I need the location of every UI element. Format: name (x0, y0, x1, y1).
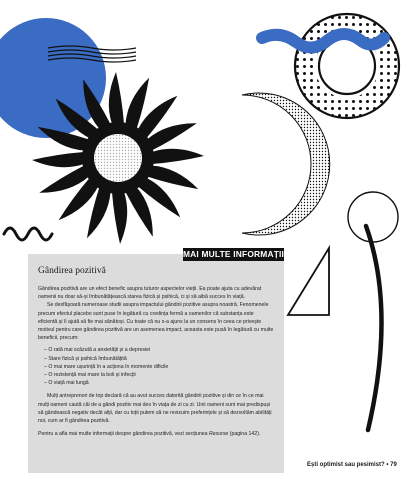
benefits-list (44, 346, 274, 387)
list-item: – O mai mare ușurință în a acționa în momente dificile (44, 363, 274, 371)
list-item: – O viață mai lungă (44, 379, 274, 387)
paragraph-resources (38, 430, 274, 438)
box-title: Gândirea pozitivă (38, 266, 106, 276)
squiggle-shape (4, 228, 52, 240)
list-item: – O rată mai scăzută a anxietății și a depresiei (44, 346, 274, 354)
resources-text-before: Pentru a afla mai multe informații despre gândirea pozitivă, vezi secțiunea (38, 431, 209, 438)
info-tag: MAI MULTE INFORMAȚII (183, 249, 285, 259)
resources-link[interactable]: Resurse (209, 431, 229, 438)
paragraph-intro: Gândirea pozitivă are un efect benefic asupra tuturor aspectelor vieții. Ea poate ajuta cu adevărat oamenii nu doar să-și îmbunătățească starea fizică și psihică, ci și să aibă succes în viață. (38, 286, 262, 301)
paragraph-studies: Se desfășoară numeroase studii asupra impactului gândirii pozitive asupra noastră. Fenomenele precum efectul placebo sunt puse în legătură cu credința fermă a oamenilor că substanța este eficientă și îi ajută să fie mai sănătoși. Cu toate că nu s-a ajuns la un consens în ceea ce privește motivul pentru care gândirea pozitivă are un asemenea impact, aceasta este pusă în legătură cu multe beneficii, precum: (38, 302, 274, 342)
resources-text-after: (pagina 142). (228, 431, 261, 438)
page-footer: Ești optimist sau pesimist? • 79 (307, 462, 397, 468)
triangle-outline-shape (288, 248, 329, 315)
blue-circle-shape (0, 18, 106, 138)
paragraph-entrepreneurs: Mulți antreprenori de top declară că au avut succes datorită gândirii pozitive și din ce în ce mai mulți oameni caută căi de a gândi pozitiv mai des în viața de zi cu zi. Unii oameni sunt mai predispuși să gândească negativ decât alții, dar cu toții putem să ne revizuim preferințele și să dezvoltăm abilități noi, cum ar fi gândirea pozitivă. (38, 393, 272, 425)
crescent-moon-icon (242, 93, 330, 235)
arc-stroke-shape (366, 226, 382, 430)
list-item: – Stare fizică și psihică îmbunătățită (44, 355, 274, 363)
list-item: – O rezistență mai mare la boli și infecții (44, 371, 274, 379)
outline-circle-shape (348, 192, 398, 242)
info-box (28, 254, 284, 473)
